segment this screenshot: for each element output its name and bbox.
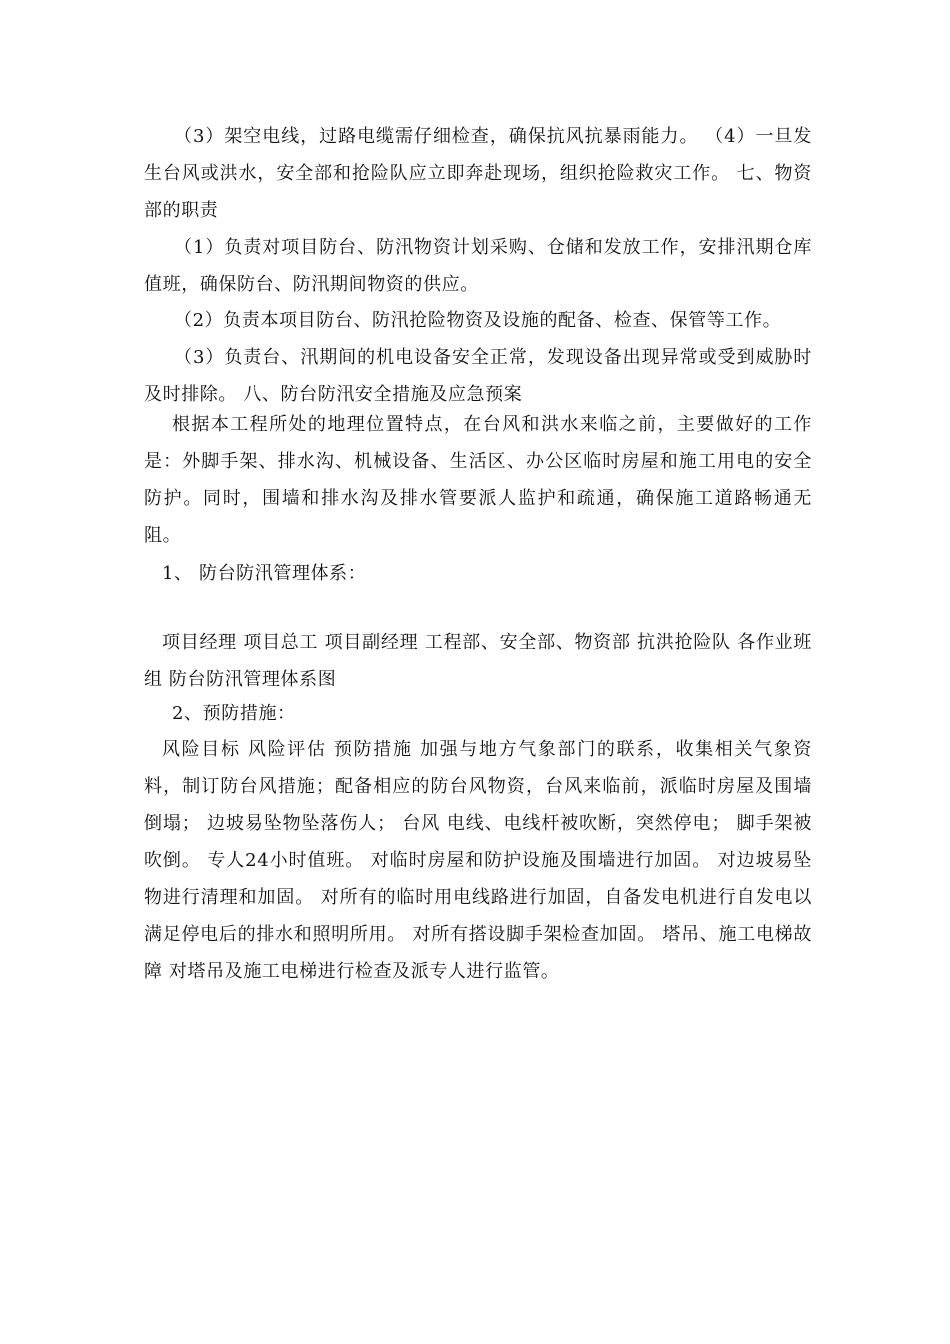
- heading-preventive-measures: 2、预防措施：: [172, 703, 296, 724]
- paragraph-material-procurement: （1）负责对项目防台、防汛物资计划采购、仓储和发放工作，安排汛期仓库值班，确保防台、防汛期间物资的供应。: [144, 237, 812, 295]
- paragraph-overhead-wires: （3）架空电线，过路电缆需仔细检查，确保抗风抗暴雨能力。 （4）一旦发生台风或洪水，安全部和抢险队应立即奔赴现场，组织抢险救灾工作。 七、物资部的职责: [144, 126, 812, 221]
- heading-management-system: 1、 防台防汛管理体系：: [162, 563, 367, 584]
- paragraph-management-chart: 项目经理 项目总工 项目副经理 工程部、安全部、物资部 抗洪抢险队 各作业班组 防台防汛管理体系图: [144, 632, 812, 690]
- paragraph-geographic-measures: 根据本工程所处的地理位置特点，在台风和洪水来临之前，主要做好的工作是：外脚手架、排水沟、机械设备、生活区、办公区临时房屋和施工用电的安全防护。同时，围墙和排水沟及排水管要派人监护和疏通，确保施工道路畅通无阻。: [144, 414, 812, 546]
- paragraph-material-equipment: （2）负责本项目防台、防汛抢险物资及设施的配备、检查、保管等工作。: [174, 310, 782, 331]
- paragraph-equipment-safety: （3）负责台、汛期间的机电设备安全正常，发现设备出现异常或受到威胁时及时排除。 八、防台防汛安全措施及应急预案: [144, 347, 812, 405]
- paragraph-risk-table: 风险目标 风险评估 预防措施 加强与地方气象部门的联系，收集相关气象资料，制订防台风措施；配备相应的防台风物资，台风来临前，派临时房屋及围墙倒塌； 边坡易坠物坠落伤人； 台风 电线、电线杆被吹断，突然停电； 脚手架被吹倒。 专人24小时值班。 对临时房屋和防护设施及围墙进行加固。 对边坡易坠物进行清理和加固。 对所有的临时用电线路进行加固，自备发电机进行自发电以满足停电后的排水和照明所用。 对所有搭设脚手架检查加固。 塔吊、施工电梯故障 对塔吊及施工电梯进行检查及派专人进行监管。: [144, 739, 812, 982]
